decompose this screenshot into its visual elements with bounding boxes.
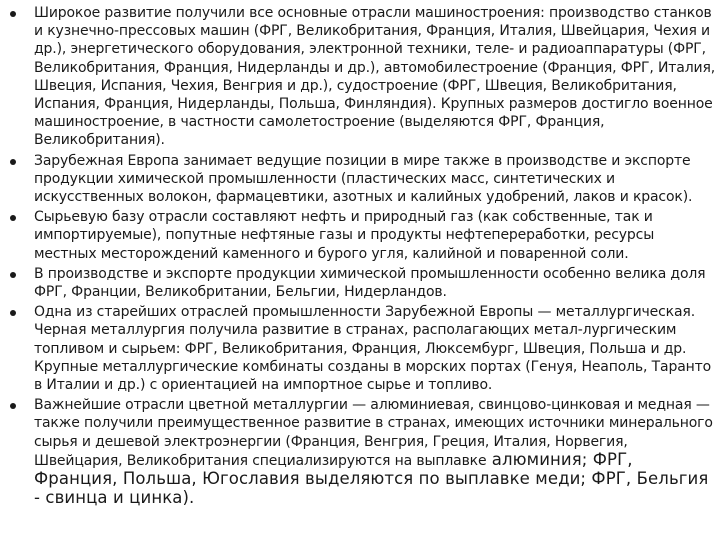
bullet-item-chemical-exports: [10, 265, 716, 301]
bullet-item-ferrous-metallurgy: [10, 303, 716, 394]
bullet-item-chemical-industry: [10, 152, 716, 207]
bullet-item-nonferrous-metallurgy: [10, 396, 716, 508]
bullet-item-raw-materials: [10, 208, 716, 263]
bullet-text: [34, 396, 716, 508]
bullet-dot-icon: [10, 272, 16, 278]
bullet-dot-icon: [10, 310, 16, 316]
bullet-dot-icon: [10, 159, 16, 165]
bullet-text-main: Важнейшие отрасли цветной металлургии — алюминиевая, свинцово-цинковая и медная — также получили преимущественное развитие в странах, имеющих источники минерального сырья и дешевой электроэнергии (Франция, Венгрия, Греция, Италия, Норвегия, Швейцария, Великобритания специализируются на выплавке: [34, 397, 713, 469]
bullet-text: Сырьевую базу отрасли составляют нефть и природный газ (как собственные, так и импортируемые), попутные нефтяные газы и продукты нефтепереработки, ресурсы местных месторождений каменного и бурого угля, калийной и поваренной соли.: [34, 209, 655, 262]
bullet-text: В производстве и экспорте продукции химической промышленности особенно велика доля ФРГ, Франции, Великобритании, Бельгии, Нидерландов.: [34, 265, 706, 301]
bullet-dot-icon: [10, 11, 16, 17]
bullet-text: Зарубежная Европа занимает ведущие позиции в мире также в производстве и экспорте продукции химической промышленности (пластических масс, синтетических и искусственных волокон, фармацевтики, азотных и калийных удобрений, лаков и красок).: [34, 152, 693, 206]
bullet-list: [10, 4, 716, 510]
bullet-item-machine-building: [10, 4, 716, 150]
bullet-text: Широкое развитие получили все основные отрасли машиностроения: производство станков и кузнечно-прессовых машин (ФРГ, Великобритания, Франция, Италия, Швейцария, Чехия и др.), энергетического оборудования, электронной техники, теле- и радиоаппаратуры (ФРГ, Великобритания, Франция, Нидерланды и др.), автомобилестроение (Франция, ФРГ, Италия, Швеция, Испания, Чехия, Венгрия и др.), судостроение (ФРГ, Швеция, Великобритания, Испания, Франция, Нидерланды, Польша, Финляндия). Крупных размеров достигло военное машиностроение, в частности самолетостроение (выделяются ФРГ, Франция, Великобритания).: [34, 5, 716, 149]
bullet-dot-icon: [10, 403, 16, 409]
bullet-text: Одна из старейших отраслей промышленности Зарубежной Европы — металлургическая. Черная металлургия получила развитие в странах, располагающих метал-лургическим топливом и сырьем: ФРГ, Великобритания, Франция, Люксембург, Швеция, Польша и др. Крупные металлургические комбинаты созданы в морских портах (Генуя, Неаполь, Таранто в Италии и др.) с ориентацией на импортное сырье и топливо.: [34, 304, 712, 394]
bullet-text-tail: алюминия; ФРГ, Франция, Польша, Югославия выделяются по выплавке меди; ФРГ, Бельгия - свинца и цинка).: [34, 449, 709, 508]
bullet-dot-icon: [10, 215, 16, 221]
